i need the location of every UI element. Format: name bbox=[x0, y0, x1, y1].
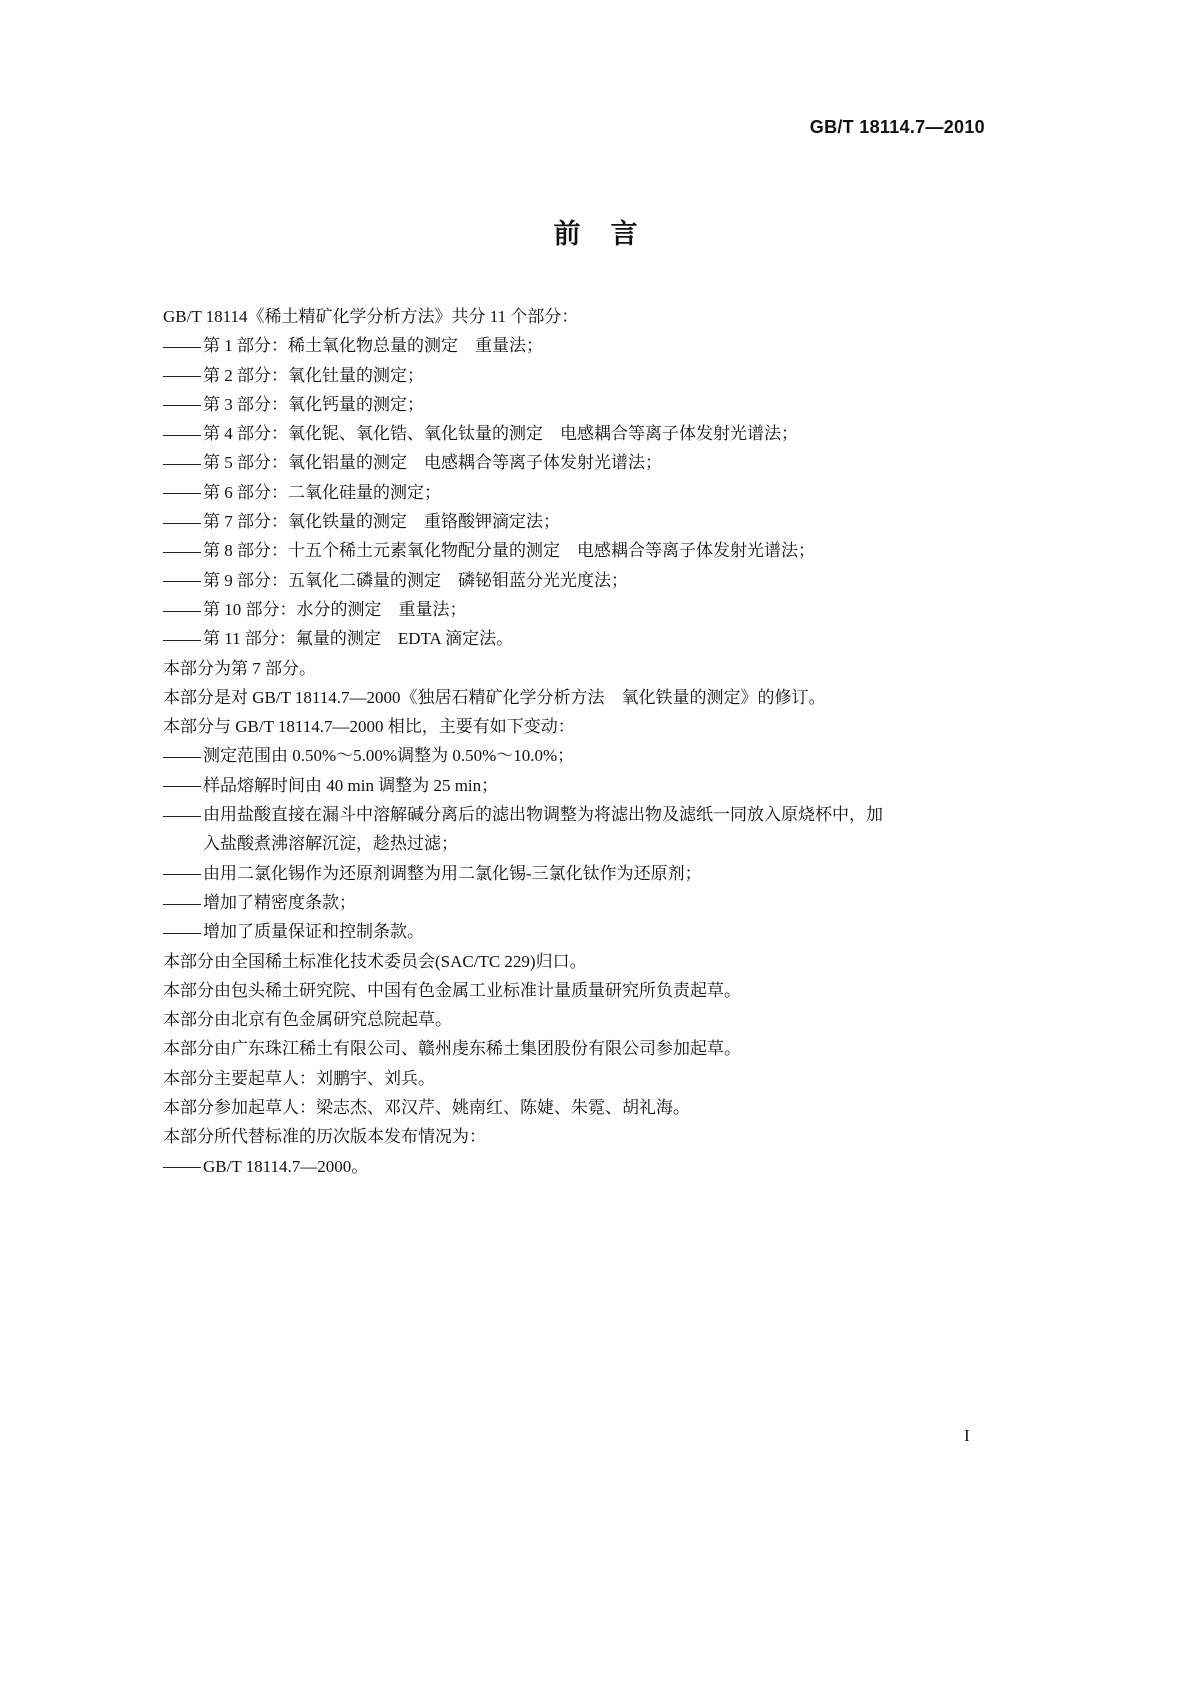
part-text: 第 3 部分：氧化钙量的测定； bbox=[203, 394, 424, 414]
part-item bbox=[163, 448, 1063, 477]
part-text: 第 9 部分：五氧化二磷量的测定 磷铋钼蓝分光光度法； bbox=[203, 570, 628, 590]
part-item bbox=[163, 361, 1063, 390]
part-item bbox=[163, 331, 1063, 360]
part-item bbox=[163, 566, 1063, 595]
credit-line: 本部分由全国稀土标准化技术委员会(SAC/TC 229)归口。 bbox=[163, 951, 587, 971]
part-item bbox=[163, 478, 1063, 507]
change-item bbox=[163, 800, 1063, 829]
dash-bullet bbox=[163, 595, 203, 624]
dash-bullet bbox=[163, 859, 203, 888]
dash-bullet bbox=[163, 741, 203, 770]
dash-bullet bbox=[163, 419, 203, 448]
history-item bbox=[163, 1152, 1063, 1181]
part-statement: 本部分为第 7 部分。 bbox=[163, 658, 316, 678]
dash-bullet bbox=[163, 331, 203, 360]
change-item bbox=[163, 741, 1063, 770]
part-text: 第 6 部分：二氧化硅量的测定； bbox=[203, 482, 441, 502]
dash-bullet bbox=[163, 566, 203, 595]
change-text: 测定范围由 0.50%～5.00%调整为 0.50%～10.0%； bbox=[203, 746, 575, 766]
part-item bbox=[163, 595, 1063, 624]
change-item bbox=[163, 917, 1063, 946]
change-text: 增加了精密度条款； bbox=[203, 892, 356, 912]
part-item bbox=[163, 624, 1063, 653]
dash-bullet bbox=[163, 361, 203, 390]
credit-line: 本部分由包头稀土研究院、中国有色金属工业标准计量质量研究所负责起草。 bbox=[163, 980, 741, 1000]
part-item bbox=[163, 536, 1063, 565]
credit-line: 本部分由北京有色金属研究总院起草。 bbox=[163, 1010, 452, 1030]
change-item bbox=[163, 859, 1063, 888]
part-text: 第 7 部分：氧化铁量的测定 重铬酸钾滴定法； bbox=[203, 512, 560, 532]
dash-bullet bbox=[163, 390, 203, 419]
part-text: 第 11 部分：氟量的测定 EDTA 滴定法。 bbox=[203, 629, 514, 649]
page-number: I bbox=[964, 1426, 970, 1445]
credit-line: 本部分主要起草人：刘鹏宇、刘兵。 bbox=[163, 1068, 435, 1088]
dash-bullet bbox=[163, 448, 203, 477]
changes-intro: 本部分与 GB/T 18114.7—2000 相比，主要有如下变动： bbox=[163, 717, 575, 737]
dash-bullet bbox=[163, 624, 203, 653]
change-item-continued: 入盐酸煮沸溶解沉淀，趁热过滤； bbox=[203, 834, 458, 854]
part-text: 第 8 部分：十五个稀土元素氧化物配分量的测定 电感耦合等离子体发射光谱法； bbox=[203, 541, 815, 561]
change-text: 由用盐酸直接在漏斗中溶解碱分离后的滤出物调整为将滤出物及滤纸一同放入原烧杯中，加 bbox=[203, 805, 883, 825]
dash-bullet bbox=[163, 1152, 203, 1181]
standard-code-header: GB/T 18114.7—2010 bbox=[809, 117, 985, 137]
dash-bullet bbox=[163, 536, 203, 565]
part-item bbox=[163, 507, 1063, 536]
intro-paragraph: GB/T 18114《稀土精矿化学分析方法》共分 11 个部分： bbox=[163, 307, 579, 326]
revision-statement: 本部分是对 GB/T 18114.7—2000《独居石精矿化学分析方法 氧化铁量的测定》的修订。 bbox=[163, 687, 826, 707]
dash-bullet bbox=[163, 771, 203, 800]
dash-bullet bbox=[163, 888, 203, 917]
dash-bullet bbox=[163, 800, 203, 829]
part-text: 第 5 部分：氧化铝量的测定 电感耦合等离子体发射光谱法； bbox=[203, 453, 662, 473]
credit-line: 本部分由广东珠江稀土有限公司、赣州虔东稀土集团股份有限公司参加起草。 bbox=[163, 1039, 741, 1059]
change-text: 增加了质量保证和控制条款。 bbox=[203, 922, 424, 942]
part-text: 第 2 部分：氧化钍量的测定； bbox=[203, 365, 424, 385]
foreword-body bbox=[163, 302, 1063, 1181]
part-text: 第 10 部分：水分的测定 重量法； bbox=[203, 599, 467, 619]
credit-line: 本部分参加起草人：梁志杰、邓汉芹、姚南红、陈婕、朱霓、胡礼海。 bbox=[163, 1098, 690, 1118]
credit-line: 本部分所代替标准的历次版本发布情况为： bbox=[163, 1127, 486, 1147]
part-item bbox=[163, 390, 1063, 419]
change-text: 样品熔解时间由 40 min 调整为 25 min； bbox=[203, 775, 499, 795]
change-text: 由用二氯化锡作为还原剂调整为用二氯化锡-三氯化钛作为还原剂； bbox=[203, 863, 702, 883]
part-item bbox=[163, 419, 1063, 448]
part-text: 第 1 部分：稀土氧化物总量的测定 重量法； bbox=[203, 336, 543, 356]
change-item bbox=[163, 888, 1063, 917]
dash-bullet bbox=[163, 507, 203, 536]
part-text: 第 4 部分：氧化铌、氧化锆、氧化钛量的测定 电感耦合等离子体发射光谱法； bbox=[203, 424, 798, 444]
page-title: 前言 bbox=[553, 219, 668, 249]
dash-bullet bbox=[163, 917, 203, 946]
dash-bullet bbox=[163, 478, 203, 507]
change-item bbox=[163, 771, 1063, 800]
history-text: GB/T 18114.7—2000。 bbox=[203, 1156, 369, 1176]
